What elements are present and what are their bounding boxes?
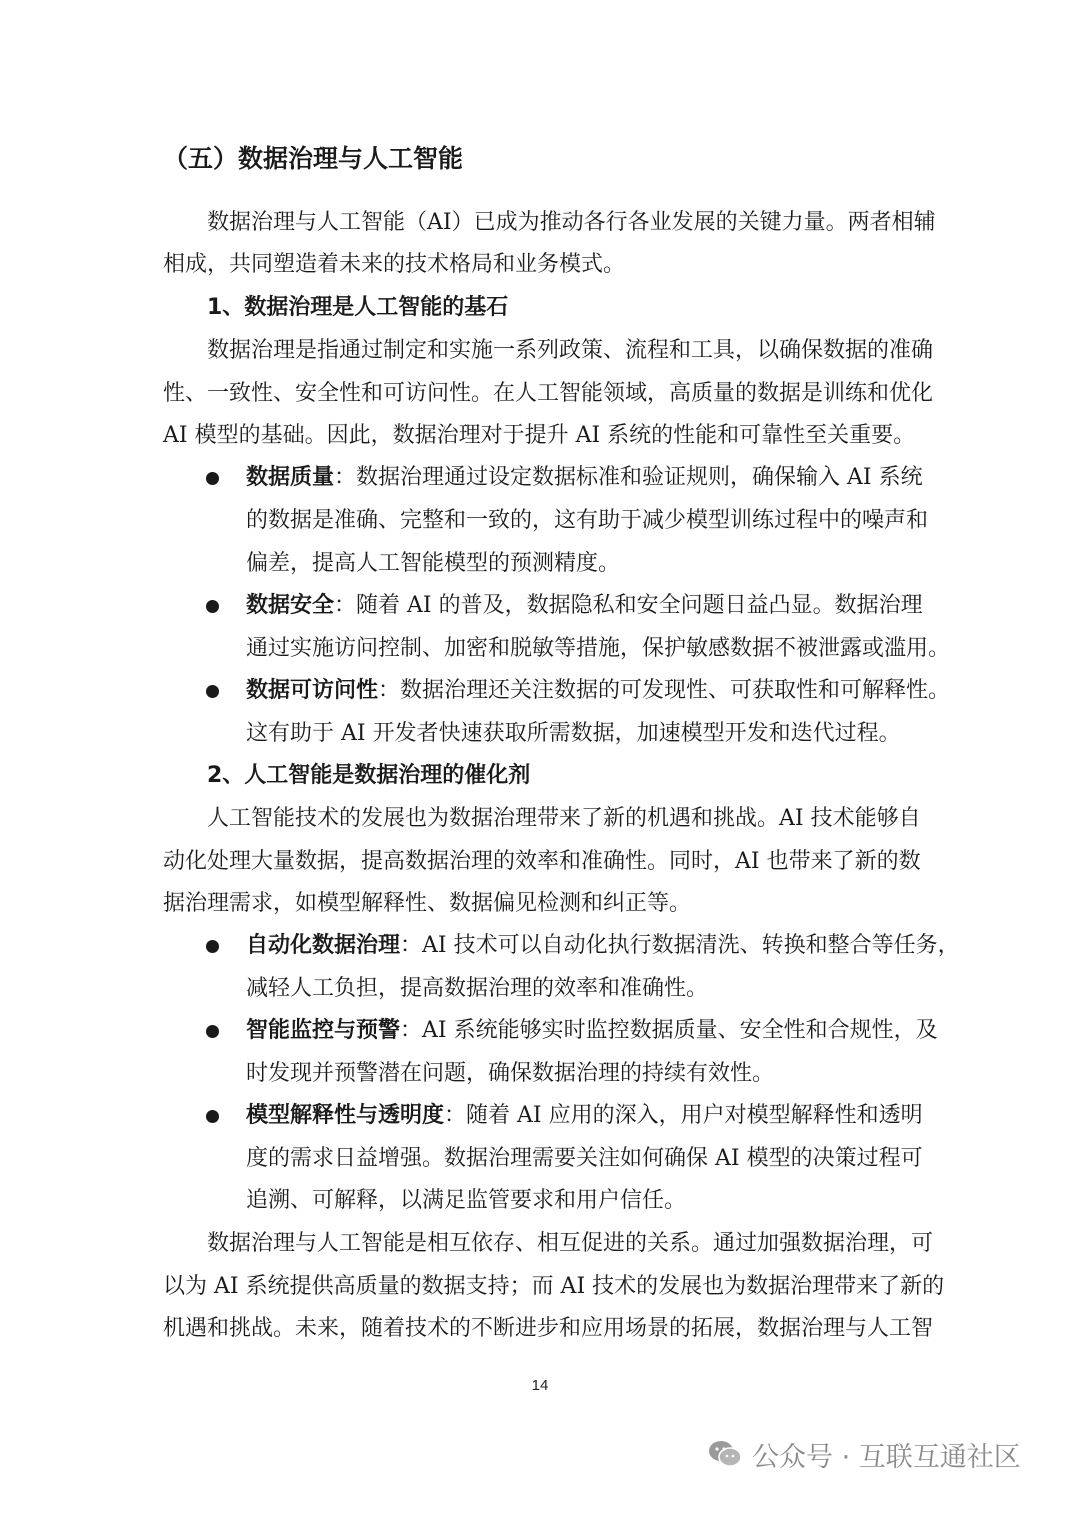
bullet-text: ：数据治理通过设定数据标准和验证规则，确保输入 AI 系统 [334, 465, 923, 490]
closing-line-3: 机遇和挑战。未来，随着技术的不断进步和应用场景的拓展，数据治理与人工智 [163, 1316, 934, 1341]
part2-para-line-1: 人工智能技术的发展也为数据治理带来了新的机遇和挑战。AI 技术能够自 [207, 806, 921, 831]
bullet-term: 模型解释性与透明度 [246, 1103, 445, 1128]
bullet-dot [206, 1025, 219, 1038]
bullet-text: ：随着 AI 应用的深入，用户对模型解释性和透明 [444, 1103, 923, 1128]
bullet-term: 数据安全 [246, 593, 335, 618]
part2-heading: 2、人工智能是数据治理的催化剂 [207, 763, 531, 788]
bullet-text: 时发现并预警潜在问题，确保数据治理的持续有效性。 [246, 1061, 775, 1086]
bullet-term: 智能监控与预警 [246, 1018, 401, 1043]
bullet-term: 自动化数据治理 [246, 933, 401, 958]
bullet-text: 的数据是准确、完整和一致的，这有助于减少模型训练过程中的噪声和 [246, 508, 929, 533]
bullet-dot [206, 685, 219, 698]
watermark-text: 公众号 · 互联互通社区 [752, 1441, 1021, 1473]
closing-line-1: 数据治理与人工智能是相互依存、相互促进的关系。通过加强数据治理，可 [207, 1231, 934, 1256]
closing-line-2: 以为 AI 系统提供高质量的数据支持；而 AI 技术的发展也为数据治理带来了新的 [163, 1274, 945, 1299]
bullet-item [246, 1101, 923, 1131]
bullet-item [246, 931, 960, 961]
bullet-item [246, 463, 923, 493]
bullet-item [246, 1016, 938, 1046]
bullet-text: 这有助于 AI 开发者快速获取所需数据，加速模型开发和迭代过程。 [246, 721, 901, 746]
bullet-text: ：AI 系统能够实时监控数据质量、安全性和合规性，及 [400, 1018, 938, 1043]
intro-line-2: 相成，共同塑造着未来的技术格局和业务模式。 [163, 252, 626, 277]
bullet-dot [206, 1110, 219, 1123]
intro-line-1: 数据治理与人工智能（AI）已成为推动各行各业发展的关键力量。两者相辅 [207, 210, 936, 235]
bullet-item [246, 591, 923, 621]
bullet-text: 偏差，提高人工智能模型的预测精度。 [246, 551, 621, 576]
bullet-dot [206, 472, 219, 485]
section-title: （五）数据治理与人工智能 [163, 144, 464, 173]
bullet-text: ：数据治理还关注数据的可发现性、可获取性和可解释性。 [378, 678, 951, 703]
page-number: 14 [531, 1377, 549, 1394]
part1-para-line-3: AI 模型的基础。因此，数据治理对于提升 AI 系统的性能和可靠性至关重要。 [163, 423, 916, 448]
bullet-text: 度的需求日益增强。数据治理需要关注如何确保 AI 模型的决策过程可 [246, 1146, 923, 1171]
bullet-item [246, 676, 950, 706]
bullet-term: 数据质量 [246, 465, 335, 490]
part1-para-line-2: 性、一致性、安全性和可访问性。在人工智能领域，高质量的数据是训练和优化 [163, 381, 934, 406]
wechat-icon [708, 1439, 742, 1469]
part2-para-line-3: 据治理需求，如模型解释性、数据偏见检测和纠正等。 [163, 891, 692, 916]
bullet-text: 追溯、可解释，以满足监管要求和用户信任。 [246, 1188, 687, 1213]
bullet-text: 减轻人工负担，提高数据治理的效率和准确性。 [246, 976, 709, 1001]
part1-heading: 1、数据治理是人工智能的基石 [207, 295, 509, 320]
bullet-dot [206, 940, 219, 953]
watermark [708, 1432, 1021, 1476]
bullet-text: ：AI 技术可以自动化执行数据清洗、转换和整合等任务， [400, 933, 960, 958]
bullet-dot [206, 600, 219, 613]
part1-para-line-1: 数据治理是指通过制定和实施一系列政策、流程和工具，以确保数据的准确 [207, 338, 934, 363]
part2-para-line-2: 动化处理大量数据，提高数据治理的效率和准确性。同时，AI 也带来了新的数 [163, 849, 921, 874]
bullet-term: 数据可访问性 [246, 678, 379, 703]
bullet-text: ：随着 AI 的普及，数据隐私和安全问题日益凸显。数据治理 [334, 593, 923, 618]
bullet-text: 通过实施访问控制、加密和脱敏等措施，保护敏感数据不被泄露或滥用。 [246, 636, 951, 661]
